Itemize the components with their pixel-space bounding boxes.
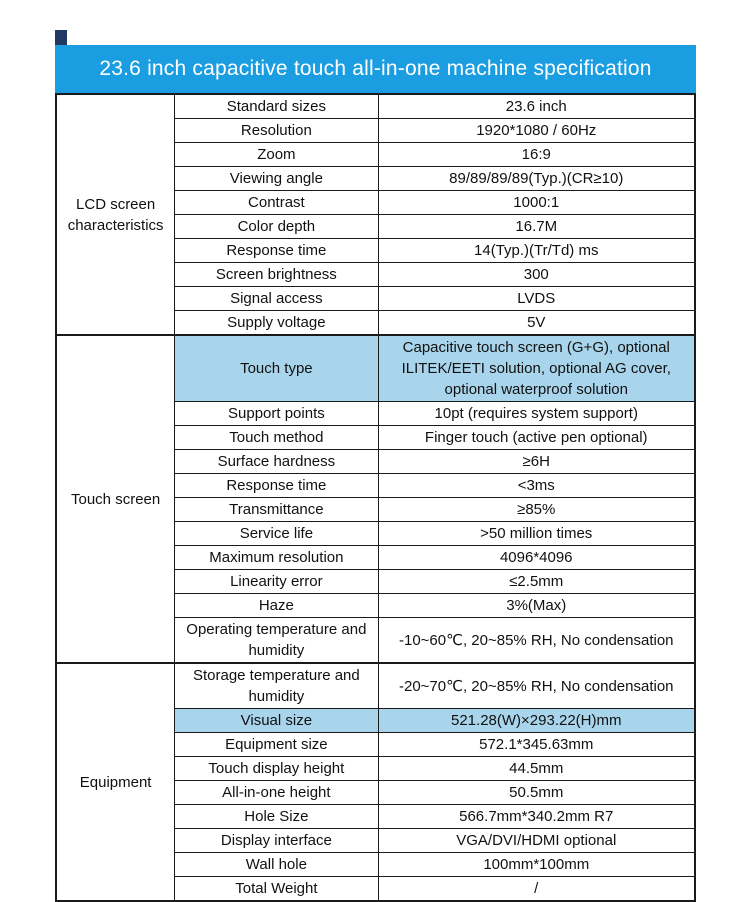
spec-value: ≤2.5mm bbox=[378, 570, 695, 594]
spec-label: Support points bbox=[175, 402, 378, 426]
spec-label: Hole Size bbox=[175, 805, 378, 829]
spec-label: Visual size bbox=[175, 709, 378, 733]
spec-value: 16.7M bbox=[378, 215, 695, 239]
spec-label: Signal access bbox=[175, 287, 378, 311]
spec-value: 44.5mm bbox=[378, 757, 695, 781]
spec-label: Supply voltage bbox=[175, 311, 378, 336]
spec-label: Wall hole bbox=[175, 853, 378, 877]
spec-value: VGA/DVI/HDMI optional bbox=[378, 829, 695, 853]
spec-value: ≥6H bbox=[378, 450, 695, 474]
spec-value: 1000:1 bbox=[378, 191, 695, 215]
spec-label: Transmittance bbox=[175, 498, 378, 522]
spec-label: Screen brightness bbox=[175, 263, 378, 287]
spec-label: Surface hardness bbox=[175, 450, 378, 474]
spec-label: Touch method bbox=[175, 426, 378, 450]
section-category: LCD screen characteristics bbox=[56, 94, 175, 335]
spec-value: 16:9 bbox=[378, 143, 695, 167]
spec-value: 23.6 inch bbox=[378, 94, 695, 119]
spec-value: 4096*4096 bbox=[378, 546, 695, 570]
spec-label: Response time bbox=[175, 239, 378, 263]
spec-value: ≥85% bbox=[378, 498, 695, 522]
section-category: Touch screen bbox=[56, 335, 175, 663]
table-row bbox=[56, 335, 695, 402]
spec-value: 14(Typ.)(Tr/Td) ms bbox=[378, 239, 695, 263]
spec-value: 1920*1080 / 60Hz bbox=[378, 119, 695, 143]
spec-value: >50 million times bbox=[378, 522, 695, 546]
spec-value: 5V bbox=[378, 311, 695, 336]
spec-value: 89/89/89/89(Typ.)(CR≥10) bbox=[378, 167, 695, 191]
table-row bbox=[56, 663, 695, 709]
spec-value: 10pt (requires system support) bbox=[378, 402, 695, 426]
spec-value: 3%(Max) bbox=[378, 594, 695, 618]
spec-label: Maximum resolution bbox=[175, 546, 378, 570]
spec-label: Zoom bbox=[175, 143, 378, 167]
spec-label: Linearity error bbox=[175, 570, 378, 594]
spec-value: 100mm*100mm bbox=[378, 853, 695, 877]
spec-table-body bbox=[56, 94, 695, 901]
spec-label: Operating temperature and humidity bbox=[175, 618, 378, 664]
table-row bbox=[56, 94, 695, 119]
title-banner bbox=[55, 45, 696, 93]
spec-label: Resolution bbox=[175, 119, 378, 143]
spec-value: Capacitive touch screen (G+G), optional ILITEK/EETI solution, optional AG cover, optional waterproof solution bbox=[378, 335, 695, 402]
spec-value: -10~60℃, 20~85% RH, No condensation bbox=[378, 618, 695, 664]
spec-value: <3ms bbox=[378, 474, 695, 498]
spec-value: LVDS bbox=[378, 287, 695, 311]
spec-value: / bbox=[378, 877, 695, 902]
spec-value: 50.5mm bbox=[378, 781, 695, 805]
spec-label: Touch type bbox=[175, 335, 378, 402]
spec-value: Finger touch (active pen optional) bbox=[378, 426, 695, 450]
spec-label: Display interface bbox=[175, 829, 378, 853]
spec-value: -20~70℃, 20~85% RH, No condensation bbox=[378, 663, 695, 709]
spec-label: Service life bbox=[175, 522, 378, 546]
spec-label: Touch display height bbox=[175, 757, 378, 781]
spec-label: All-in-one height bbox=[175, 781, 378, 805]
spec-label: Viewing angle bbox=[175, 167, 378, 191]
spec-value: 300 bbox=[378, 263, 695, 287]
spec-value: 521.28(W)×293.22(H)mm bbox=[378, 709, 695, 733]
spec-sheet bbox=[55, 45, 696, 902]
section-category: Equipment bbox=[56, 663, 175, 901]
spec-label: Total Weight bbox=[175, 877, 378, 902]
spec-label: Storage temperature and humidity bbox=[175, 663, 378, 709]
spec-label: Haze bbox=[175, 594, 378, 618]
spec-label: Response time bbox=[175, 474, 378, 498]
spec-label: Color depth bbox=[175, 215, 378, 239]
spec-table bbox=[55, 93, 696, 902]
spec-value: 566.7mm*340.2mm R7 bbox=[378, 805, 695, 829]
spec-label: Contrast bbox=[175, 191, 378, 215]
page-title: 23.6 inch capacitive touch all-in-one machine specification bbox=[99, 57, 652, 80]
spec-label: Equipment size bbox=[175, 733, 378, 757]
spec-value: 572.1*345.63mm bbox=[378, 733, 695, 757]
spec-label: Standard sizes bbox=[175, 94, 378, 119]
